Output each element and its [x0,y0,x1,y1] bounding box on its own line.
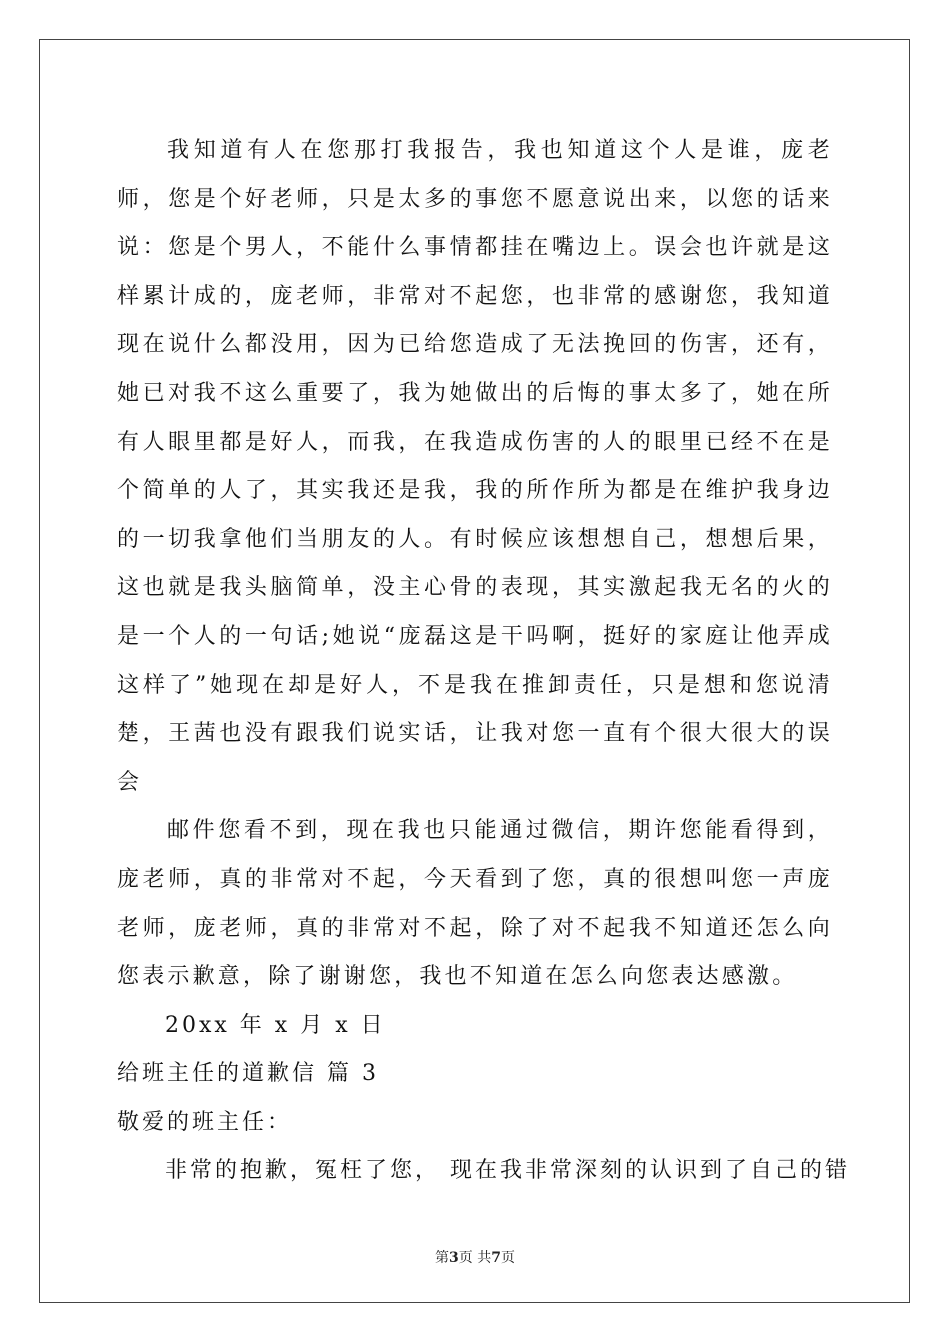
footer-prefix: 第 [435,1250,450,1266]
section-title: 给班主任的道歉信 篇 3 [117,1061,379,1087]
page-footer [0,1247,950,1267]
paragraph-3: 非常的抱歉，冤枉了您， 现在我非常深刻的认识到了自己的错 [165,1158,850,1184]
footer-suffix: 页 [500,1250,515,1266]
document-body [117,127,850,1196]
salutation: 敬爱的班主任： [117,1109,293,1135]
footer-total-pages: 7 [491,1250,501,1266]
footer-page-number: 3 [449,1250,459,1266]
paragraph-2: 邮件您看不到，现在我也只能通过微信，期许您能看得到，庞老师，真的非常对不起，今天看到了您，真的很想叫您一声庞老师，庞老师，真的非常对不起，除了对不起我不知道还怎么向您表示歉意，除了谢谢您，我也不知道在怎么向您表达感激。 [117,818,833,990]
footer-mid: 页 共 [458,1250,492,1266]
date-line: 20xx 年 x 月 x 日 [165,1012,386,1038]
paragraph-1: 我知道有人在您那打我报告，我也知道这个人是谁，庞老师，您是个好老师，只是太多的事您不愿意说出来，以您的话来说：您是个男人，不能什么事情都挂在嘴边上。误会也许就是这样累计成的，庞老师，非常对不起您，也非常的感谢您，我知道现在说什么都没用，因为已给您造成了无法挽回的伤害，还有，她已对我不这么重要了，我为她做出的后悔的事太多了，她在所有人眼里都是好人，而我，在我造成伤害的人的眼里已经不在是个简单的人了，其实我还是我，我的所作所为都是在维护我身边的一切我拿他们当朋友的人。有时候应该想想自己，想想后果，这也就是我头脑简单，没主心骨的表现，其实激起我无名的火的是一个人的一句话;她说“庞磊这是干吗啊，挺好的家庭让他弄成这样了”她现在却是好人，不是我在推卸责任，只是想和您说清楚，王茜也没有跟我们说实话，让我对您一直有个很大很大的误会 [117,138,833,795]
